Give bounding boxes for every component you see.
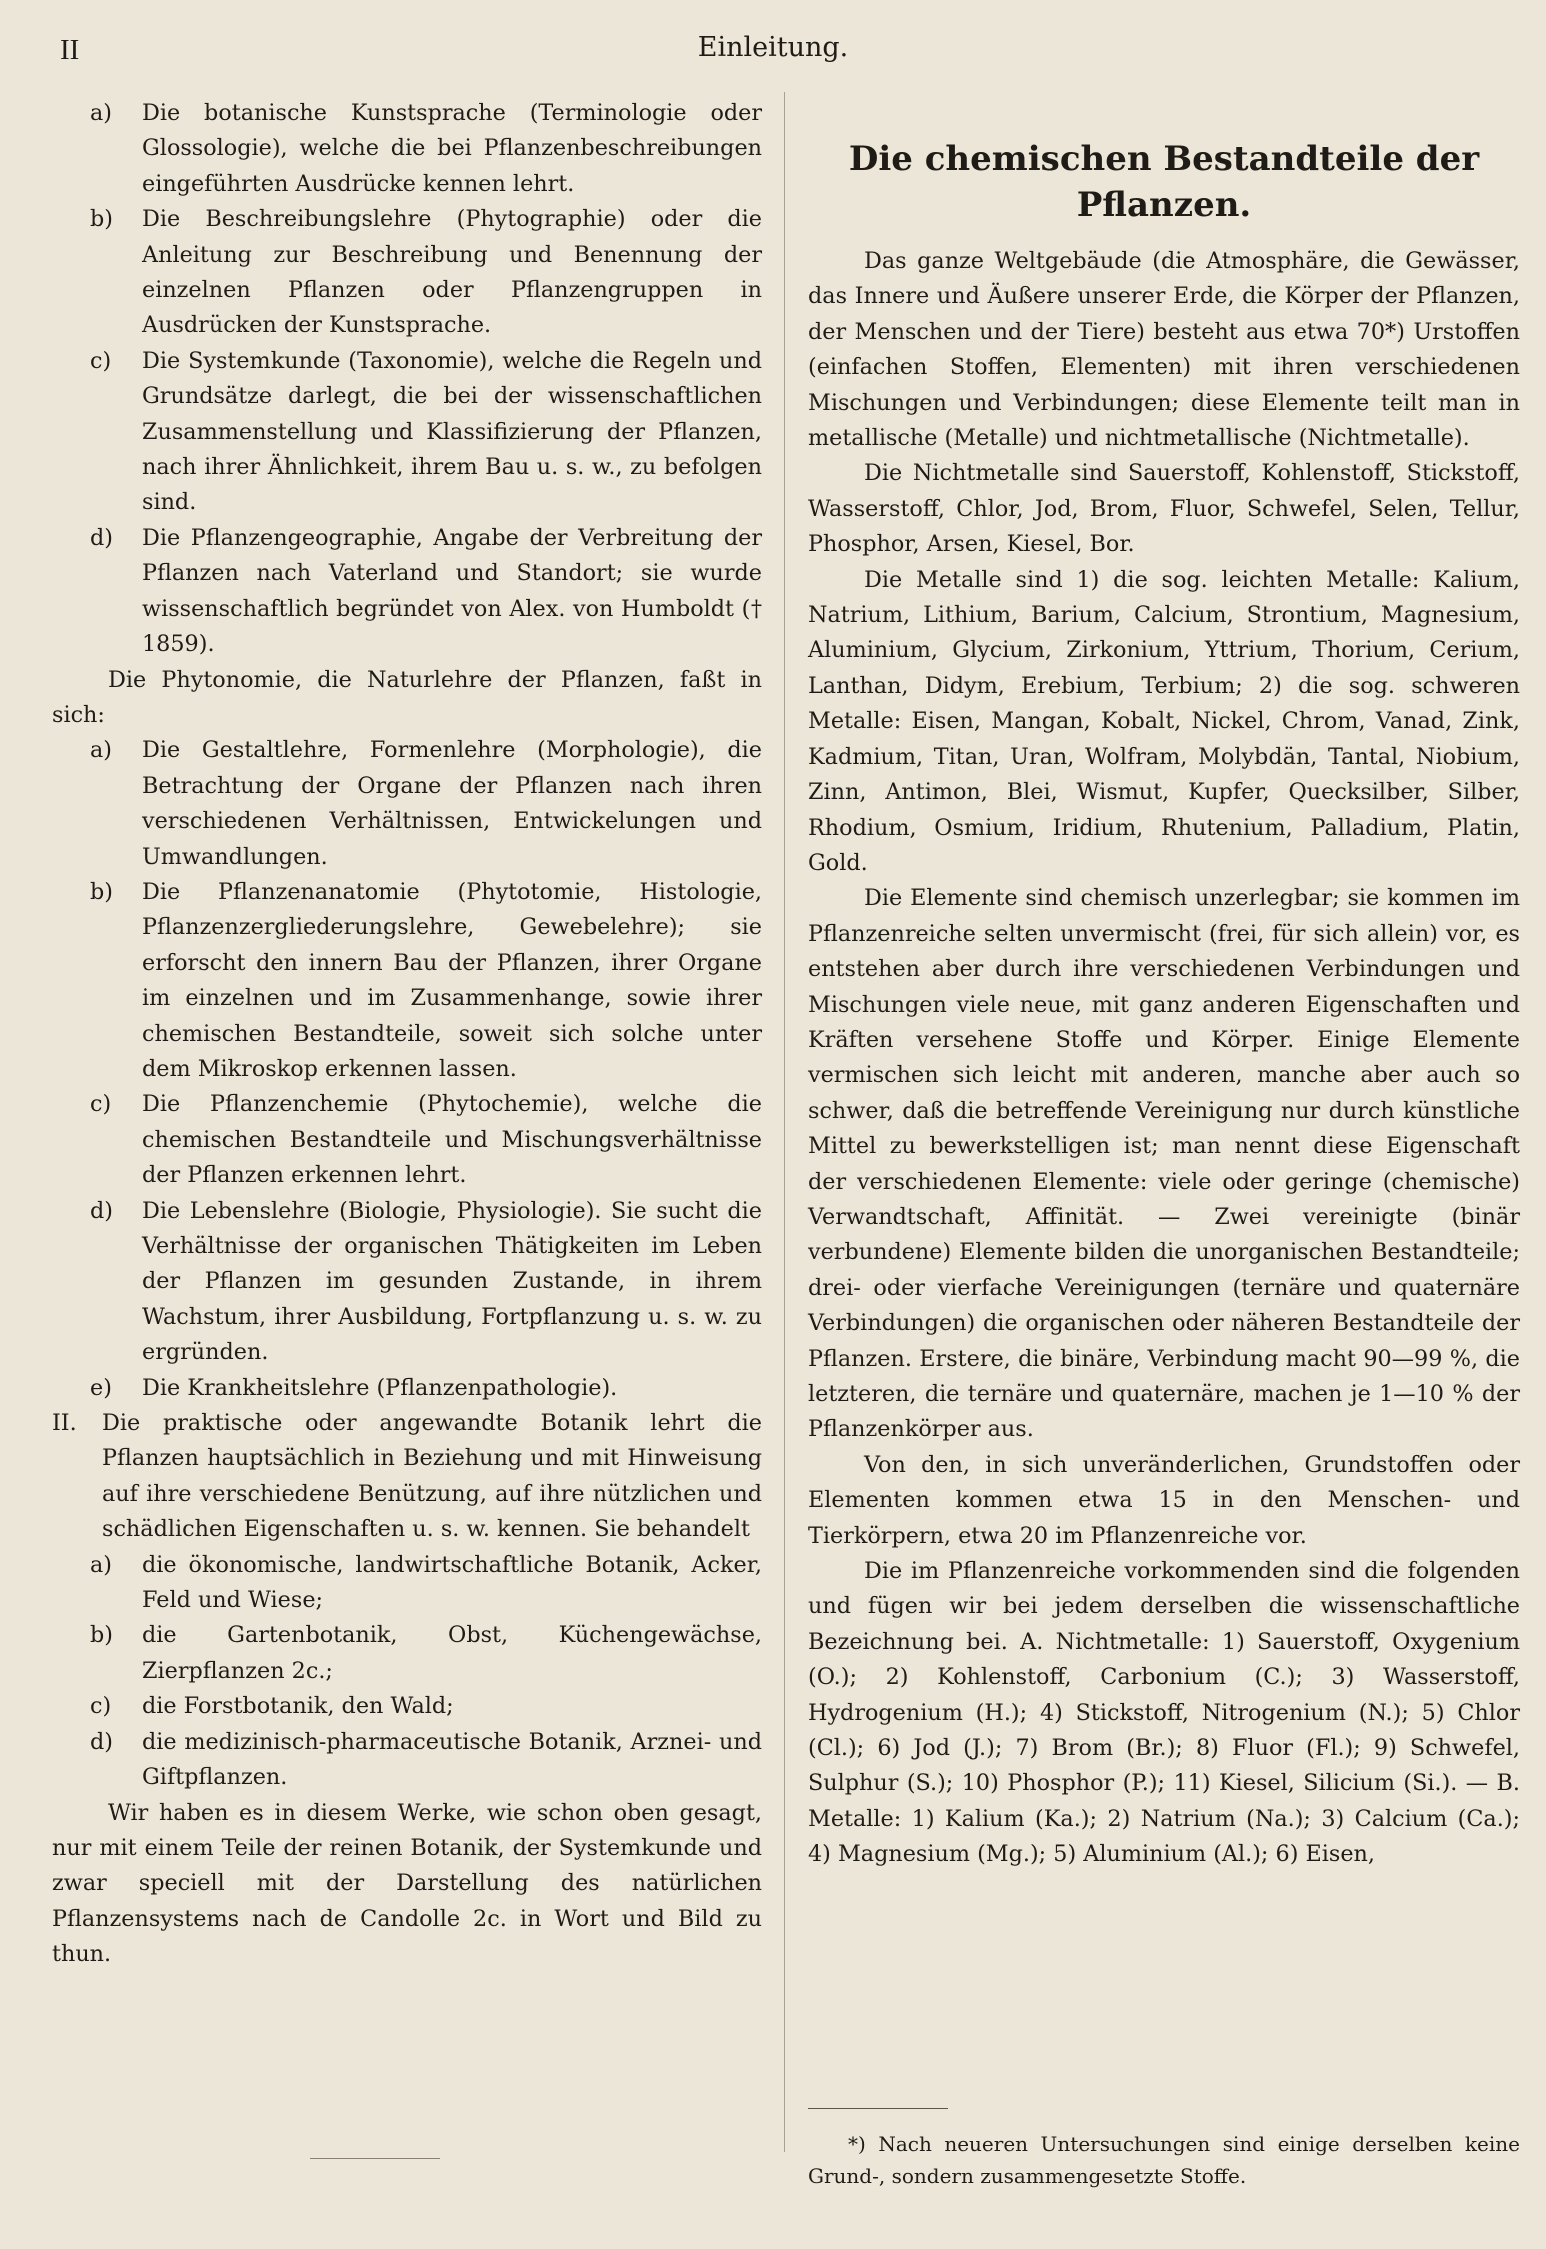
list-item-label: d) [90,1728,113,1755]
list-item [52,1689,762,1724]
right-column [808,96,1520,1873]
paragraph: Die Metalle sind 1) die sog. leichten Metalle: Kalium, Natrium, Lithium, Barium, Calcium, Strontium, Magnesium, Aluminium, Glycium, Zirkonium, Yttrium, Thorium, Cerium, Lanthan, Didym, Erebium, Terbium; 2) die sog. schweren Metalle: Eisen, Mangan, Kobalt, Nickel, Chrom, Vanad, Zink, Kadmium, Titan, Uran, Wolfram, Molybdän, Tantal, Niobium, Zinn, Antimon, Blei, Wismut, Kupfer, Quecksilber, Silber, Rhodium, Osmium, Iridium, Rhutenium, Palladium, Platin, Gold. [808,566,1520,876]
list-item-text: Die Gestaltlehre, Formenlehre (Morphologie), die Betrachtung der Organe der Pflanzen nach ihren verschiedenen Verhältnissen, Entwickelungen und Umwandlungen. [142,737,762,870]
paragraph: Die Elemente sind chemisch unzerlegbar; sie kommen im Pflanzenreiche selten unvermischt (frei, für sich allein) vor, es entstehen aber durch ihre verschiedenen Verbindungen und Mischungen viele neue, mit ganz anderen Eigenschaften und Kräften versehene Stoffe und Körper. Einige Elemente vermischen sich leicht mit anderen, manche aber auch so schwer, daß die betreffende Vereinigung nur durch künstliche Mittel zu bewerkstelligen ist; man nennt diese Eigenschaft der verschiedenen Elemente: viele oder geringe (chemische) Verwandtschaft, Affinität. — Zwei vereinigte (binär verbundene) Elemente bilden die unorganischen Bestandteile; drei- oder vierfache Vereinigungen (ternäre und quaternäre Verbindungen) die organischen oder näheren Bestandteile der Pflanzen. Erstere, die binäre, Verbindung macht 90—99 %, die letzteren, die ternäre und quaternäre, machen je 1—10 % der Pflanzenkörper aus. [808,885,1520,1443]
list-item [52,344,762,521]
list-item-text: Die Pflanzenchemie (Phytochemie), welche die chemischen Bestandteile und Mischungsverhältnisse der Pflanzen erkennen lehrt. [142,1091,762,1189]
list-item-label: c) [90,1091,112,1118]
running-title: Einleitung. [697,32,849,63]
list-item-text: Die Systemkunde (Taxonomie), welche die Regeln und Grundsätze darlegt, die bei der wissenschaftlichen Zusammenstellung und Klassifizierung der Pflanzen, nach ihrer Ähnlichkeit, ihrem Bau u. s. w., zu befolgen sind. [142,347,762,516]
list-item-label: d) [90,1197,113,1224]
end-ornament [310,2158,440,2161]
list-item-text: Die Lebenslehre (Biologie, Physiologie). Sie sucht die Verhältnisse der organischen Thätigkeiten im Leben der Pflanzen im gesunden Zustande, in ihrem Wachstum, ihrer Ausbildung, Fortpflanzung u. s. w. zu ergründen. [142,1197,762,1366]
paragraph: Die im Pflanzenreiche vorkommenden sind die folgenden und fügen wir bei jedem derselben die wissenschaftliche Bezeichnung bei. A. Nichtmetalle: 1) Sauerstoff, Oxygenium (O.); 2) Kohlenstoff, Carbonium (C.); 3) Wasserstoff, Hydrogenium (H.); 4) Stickstoff, Nitrogenium (N.); 5) Chlor (Cl.); 6) Jod (J.); 7) Brom (Br.); 8) Fluor (Fl.); 9) Schwefel, Sulphur (S.); 10) Phosphor (P.); 11) Kiesel, Silicium (Si.). — B. Metalle: 1) Kalium (Ka.); 2) Natrium (Na.); 3) Calcium (Ca.); 4) Magnesium (Mg.); 5) Aluminium (Al.); 6) Eisen, [808,1558,1520,1868]
footnote-rule [808,2108,948,2109]
list-item-text: Die Krankheitslehre (Pflanzenpathologie). [142,1374,618,1401]
list-item-text: Die Pflanzenanatomie (Phytotomie, Histologie, Pflanzenzergliederungslehre, Gewebelehre); sie erforscht den innern Bau der Pflanzen, ihrer Organe im einzelnen und im Zusammenhange, sowie ihrer chemischen Bestandteile, soweit sich solche unter dem Mikroskop erkennen lassen. [142,878,762,1082]
list-item [52,875,762,1087]
paragraph: Die Phytonomie, die Naturlehre der Pflanzen, faßt in sich: [52,666,762,728]
list-item [52,202,762,344]
list-item-text: Die botanische Kunstsprache (Terminologie oder Glossologie), welche die bei Pflanzenbeschreibungen eingeführten Ausdrücke kennen lehrt. [142,100,762,197]
left-column [52,96,762,1973]
paragraph: Wir haben es in diesem Werke, wie schon oben gesagt, nur mit einem Teile der reinen Botanik, der Systemkunde und zwar speciell mit der Darstellung des natürlichen Pflanzensystems nach de Candolle 2c. in Wort und Bild zu thun. [52,1799,762,1968]
list-item-text: die medizinisch-pharmaceutische Botanik, Arznei- und Giftpflanzen. [142,1728,762,1791]
paragraph: Das ganze Weltgebäude (die Atmosphäre, die Gewässer, das Innere und Äußere unserer Erde, die Körper der Pflanzen, der Menschen und der Tiere) besteht aus etwa 70*) Urstoffen (einfachen Stoffen, Elementen) mit ihren verschiedenen Mischungen und Verbindungen; diese Elemente teilt man in metallische (Metalle) und nichtmetallische (Nichtmetalle). [808,248,1520,452]
list-item-text: die Forstbotanik, den Wald; [142,1693,454,1720]
list-item [52,1725,762,1796]
list-item [52,733,762,875]
footnote-text [808,2128,1520,2192]
list-item [52,1548,762,1619]
footnote [808,2128,1520,2192]
list-item-label: b) [90,206,113,233]
list-item-label: d) [90,524,113,551]
list-item-text: Die Beschreibungslehre (Phytographie) oder die Anleitung zur Beschreibung und Benennung der einzelnen Pflanzen oder Pflanzengruppen in Ausdrücken der Kunstsprache. [142,206,762,339]
list-item [52,1087,762,1193]
list-item-label: c) [90,347,112,374]
list-item-label: b) [90,1622,113,1649]
list-item-text: Die praktische oder angewandte Botanik lehrt die Pflanzen hauptsächlich in Beziehung und mit Hinweisung auf ihre verschiedene Benützung, auf ihre nützlichen und schädlichen Eigenschaften u. s. w. kennen. Sie behandelt [102,1410,762,1543]
list-item-label: a) [90,1551,112,1578]
list-item [52,96,762,202]
list-item [52,1371,762,1406]
list-item [52,1194,762,1371]
list-item-label: a) [90,737,112,764]
list-item-text: die Gartenbotanik, Obst, Küchengewächse, Zierpflanzen 2c.; [142,1622,762,1684]
list-item-label: c) [90,1693,112,1720]
list-item-label: a) [90,100,112,126]
list-item [52,1618,762,1689]
section-item [52,1406,762,1548]
list-item-label: e) [90,1374,112,1401]
page-number: II [60,34,80,66]
column-divider [784,92,785,2152]
page-header [0,0,1546,80]
list-item [52,521,762,663]
paragraph: Die Nichtmetalle sind Sauerstoff, Kohlenstoff, Stickstoff, Wasserstoff, Chlor, Jod, Brom, Fluor, Schwefel, Selen, Tellur, Phosphor, Arsen, Kiesel, Bor. [808,460,1520,558]
paragraph: Von den, in sich unveränderlichen, Grundstoffen oder Elementen kommen etwa 15 in den Menschen- und Tierkörpern, etwa 20 im Pflanzenreiche vor. [808,1451,1520,1549]
list-item-text: Die Pflanzengeographie, Angabe der Verbreitung der Pflanzen nach Vaterland und Standort; sie wurde wissenschaftlich begründet von Alex. von Humboldt († 1859). [142,524,762,658]
list-item-text: die ökonomische, landwirtschaftliche Botanik, Acker, Feld und Wiese; [142,1551,762,1614]
section-title: Die chemischen Bestandteile der Pflanzen. [848,139,1480,225]
list-item-label: II. [52,1410,77,1437]
footnote-body: Nach neueren Untersuchungen sind einige derselben keine Grund-, sondern zusammengesetzte Stoffe. [808,2132,1520,2188]
list-item-label: b) [90,878,113,905]
footnote-marker: *) [848,2132,866,2156]
